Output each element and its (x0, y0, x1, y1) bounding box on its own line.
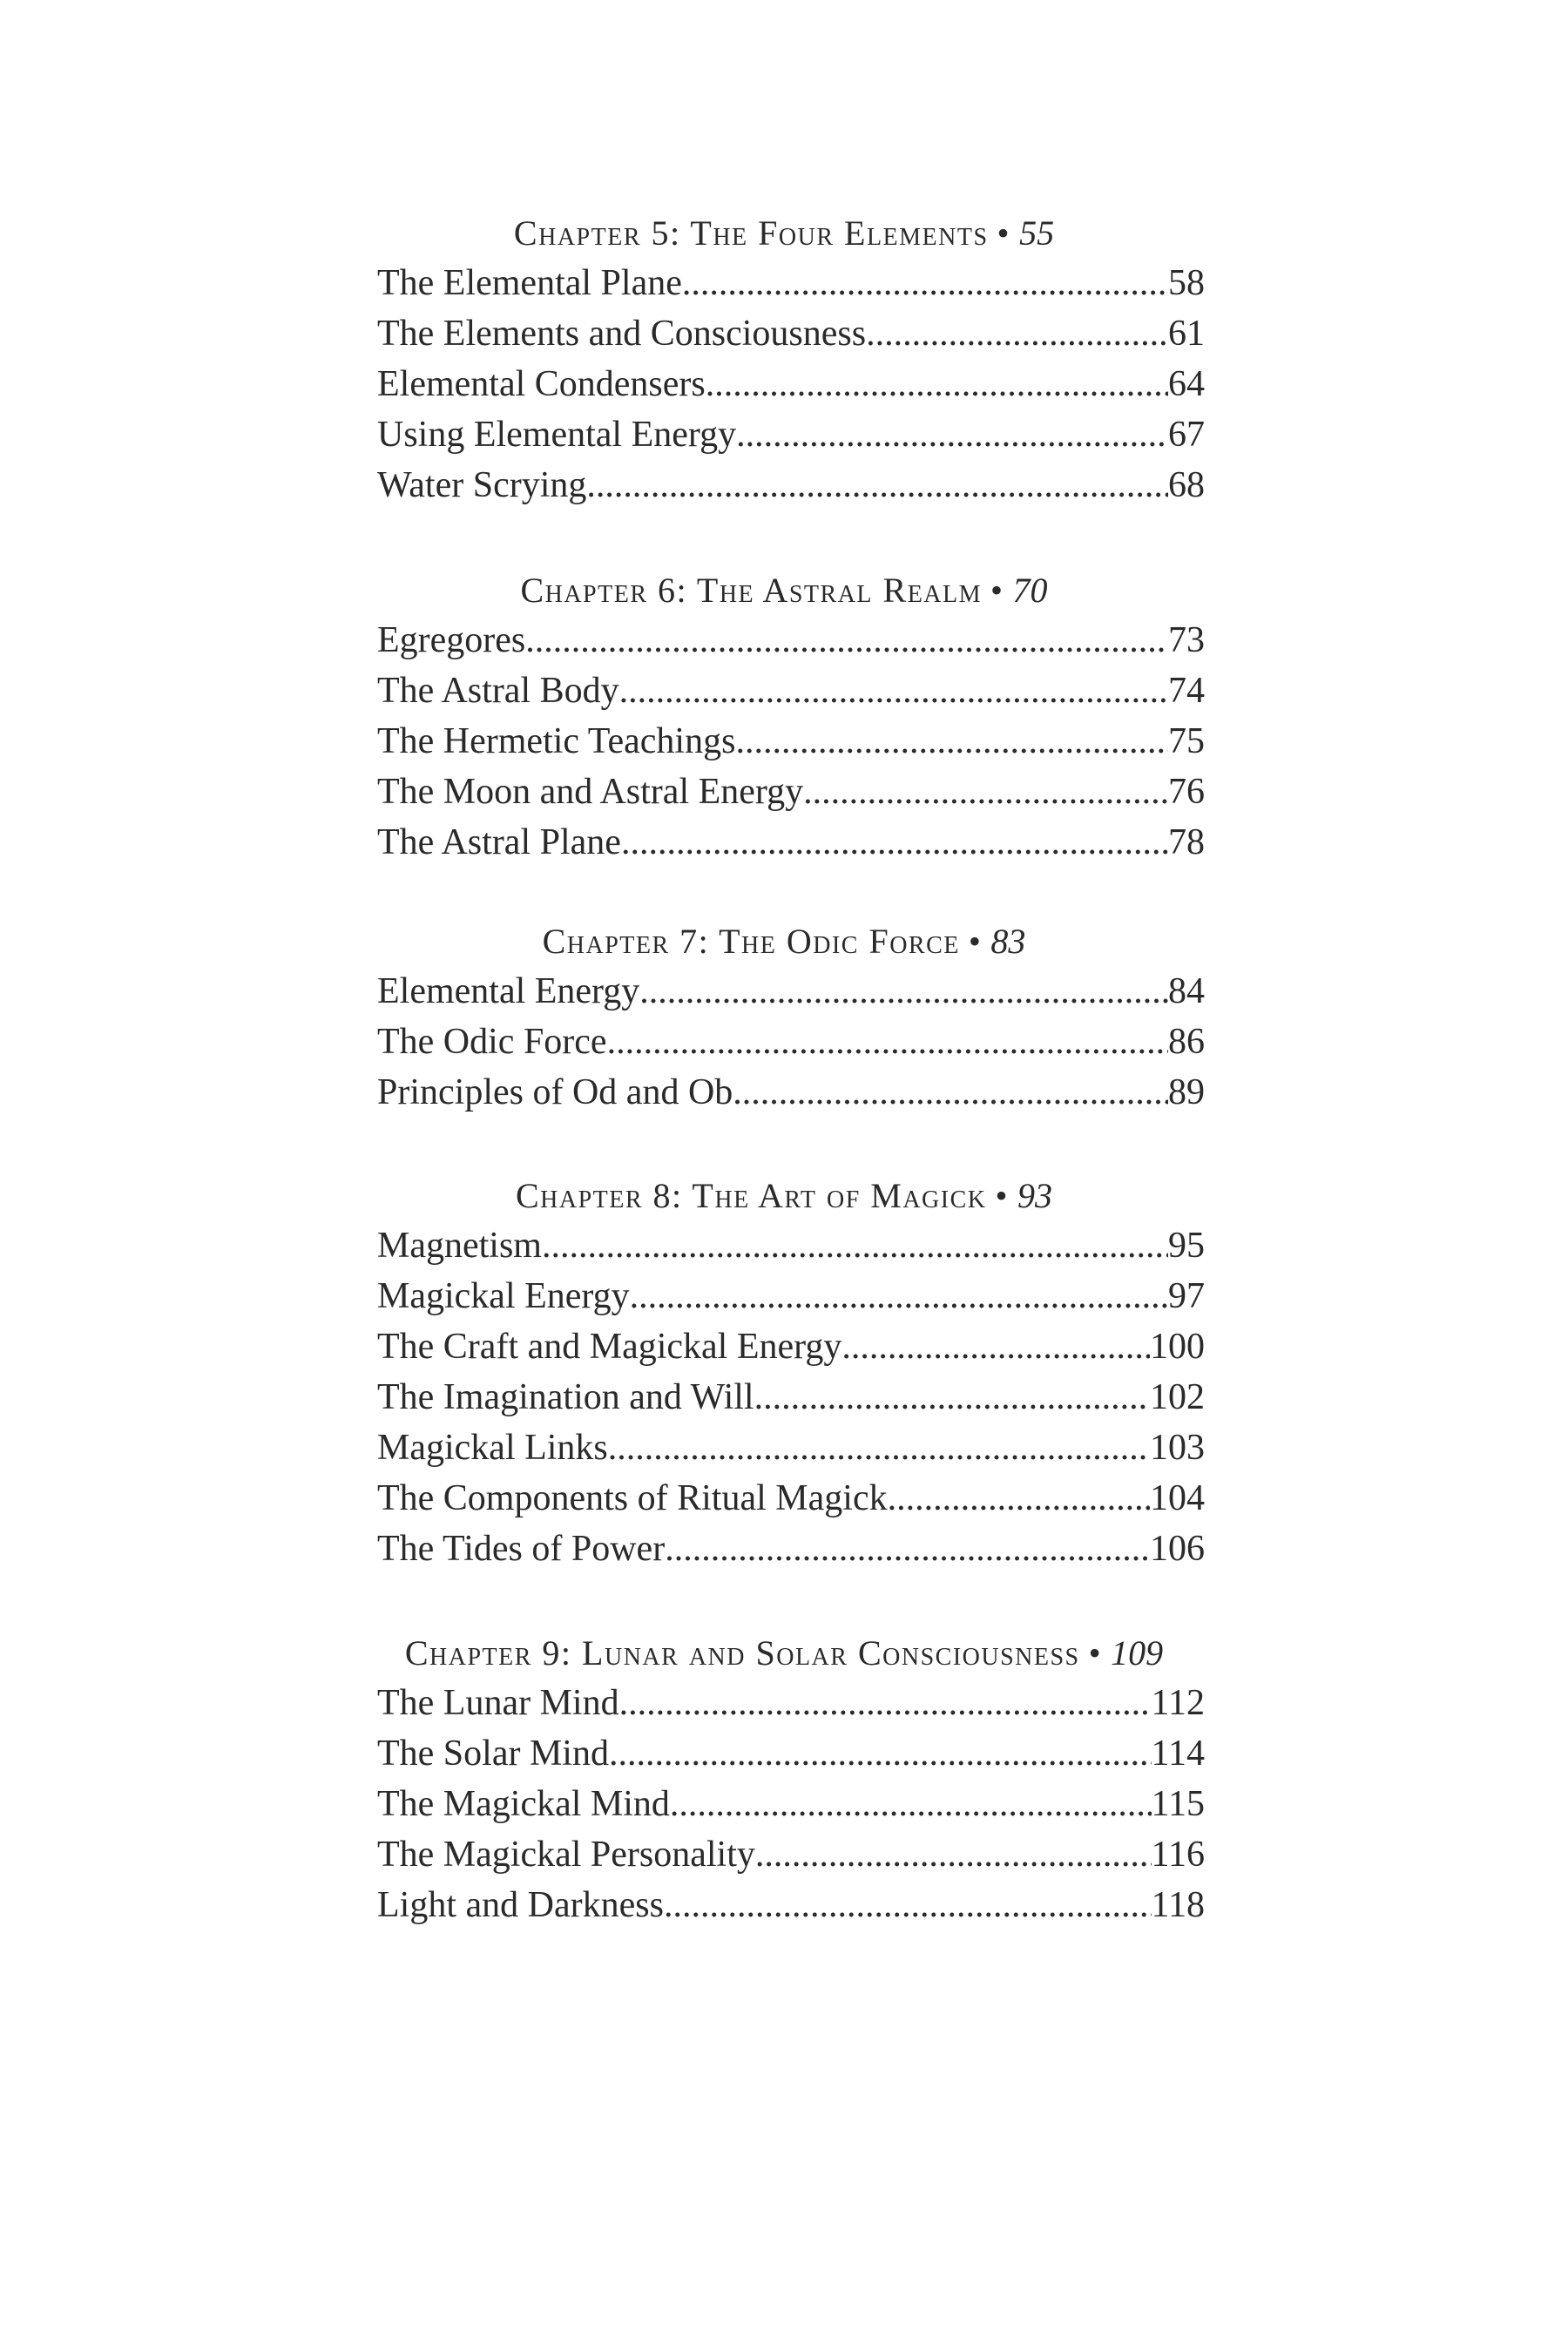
toc-entry[interactable] (377, 1423, 1205, 1473)
entry-title: The Astral Body (377, 671, 619, 711)
toc-entry[interactable] (377, 1678, 1205, 1728)
toc-entry[interactable] (377, 966, 1205, 1017)
dot-leader (803, 767, 1168, 817)
entry-title: The Craft and Magickal Energy (377, 1327, 842, 1367)
dot-leader (888, 1473, 1150, 1524)
chapter-page-number: 70 (1012, 571, 1048, 610)
entry-page-number: 102 (1150, 1377, 1205, 1417)
dot-leader (755, 1829, 1152, 1880)
dot-leader (586, 460, 1168, 510)
entry-page-number: 115 (1151, 1784, 1205, 1824)
toc-entry[interactable] (377, 1220, 1205, 1271)
entry-page-number: 58 (1168, 263, 1205, 303)
toc-entry[interactable] (377, 1372, 1205, 1423)
entry-page-number: 97 (1168, 1276, 1205, 1316)
chapter-6 (0, 566, 1568, 868)
entry-title: Principles of Od and Ob (377, 1072, 733, 1112)
toc-entry[interactable] (377, 1017, 1205, 1067)
entry-title: The Elements and Consciousness (377, 314, 867, 354)
entry-page-number: 89 (1168, 1072, 1205, 1112)
chapter-title: Chapter 6: The Astral Realm (520, 571, 983, 610)
toc-entry[interactable] (377, 1473, 1205, 1524)
entry-page-number: 78 (1168, 822, 1205, 862)
bullet-separator: • (1088, 1633, 1103, 1673)
entry-page-number: 67 (1168, 415, 1205, 455)
chapter-9 (0, 1629, 1568, 1930)
entry-page-number: 112 (1151, 1683, 1205, 1723)
chapter-page-number: 93 (1017, 1176, 1053, 1215)
toc-entry[interactable] (377, 359, 1205, 409)
entry-title: The Solar Mind (377, 1734, 609, 1774)
chapter-title: Chapter 9: Lunar and Solar Consciousness (404, 1633, 1080, 1673)
dot-leader (608, 1423, 1150, 1473)
chapter-8 (0, 1172, 1568, 1574)
dot-leader (607, 1017, 1168, 1067)
dot-leader (542, 1220, 1168, 1271)
toc-entry[interactable] (377, 1779, 1205, 1829)
dot-leader (682, 258, 1168, 308)
entry-title: Light and Darkness (377, 1885, 664, 1925)
entry-page-number: 68 (1168, 465, 1205, 505)
chapter-heading[interactable] (0, 209, 1568, 258)
entry-page-number: 114 (1151, 1734, 1205, 1774)
entry-title: The Odic Force (377, 1022, 607, 1062)
bullet-separator: • (997, 213, 1011, 253)
chapter-page-number: 55 (1019, 213, 1055, 253)
toc-entry[interactable] (377, 1728, 1205, 1779)
dot-leader (609, 1728, 1152, 1779)
chapter-heading[interactable] (0, 1629, 1568, 1678)
dot-leader (736, 409, 1168, 460)
entry-page-number: 103 (1150, 1428, 1205, 1468)
entry-title: The Lunar Mind (377, 1683, 619, 1723)
entry-page-number: 86 (1168, 1022, 1205, 1062)
bullet-separator: • (995, 1176, 1010, 1215)
entry-title: The Magickal Personality (377, 1835, 755, 1875)
chapter-title: Chapter 5: The Four Elements (513, 213, 989, 253)
toc-entry[interactable] (377, 1271, 1205, 1321)
entry-title: The Imagination and Will (377, 1377, 754, 1417)
dot-leader (706, 359, 1168, 409)
entry-title: Egregores (377, 620, 526, 660)
chapter-page-number: 109 (1111, 1633, 1164, 1673)
dot-leader (670, 1779, 1152, 1829)
dot-leader (754, 1372, 1150, 1423)
entry-title: The Moon and Astral Energy (377, 772, 804, 812)
dot-leader (525, 615, 1168, 666)
dot-leader (733, 1067, 1168, 1118)
entry-title: Water Scrying (377, 465, 587, 505)
entry-page-number: 95 (1168, 1226, 1205, 1266)
entry-page-number: 118 (1151, 1885, 1205, 1925)
entry-page-number: 106 (1150, 1529, 1205, 1569)
entry-page-number: 61 (1168, 314, 1205, 354)
entry-page-number: 116 (1151, 1835, 1205, 1875)
entry-title: Elemental Condensers (377, 364, 706, 404)
bullet-separator: • (990, 571, 1004, 610)
entry-title: Magnetism (377, 1226, 542, 1266)
toc-entry[interactable] (377, 258, 1205, 308)
chapter-7 (0, 917, 1568, 1118)
dot-leader (639, 966, 1168, 1017)
toc-entry[interactable] (377, 615, 1205, 666)
dot-leader (866, 308, 1168, 359)
dot-leader (619, 666, 1168, 716)
toc-entry[interactable] (377, 460, 1205, 510)
bullet-separator: • (968, 922, 983, 961)
chapter-title: Chapter 7: The Odic Force (542, 922, 960, 961)
entry-title: Magickal Energy (377, 1276, 630, 1316)
entry-title: Elemental Energy (377, 971, 640, 1011)
entry-page-number: 76 (1168, 772, 1205, 812)
entry-title: The Astral Plane (377, 822, 621, 862)
dot-leader (664, 1880, 1152, 1930)
entry-page-number: 74 (1168, 671, 1205, 711)
toc-entry[interactable] (377, 1321, 1205, 1372)
toc-entry[interactable] (377, 767, 1205, 817)
entry-page-number: 100 (1150, 1327, 1205, 1367)
chapter-heading[interactable] (0, 917, 1568, 966)
chapter-5 (0, 209, 1568, 510)
dot-leader (665, 1524, 1150, 1574)
entry-page-number: 104 (1150, 1478, 1205, 1518)
entry-title: The Hermetic Teachings (377, 721, 736, 761)
entry-title: The Elemental Plane (377, 263, 682, 303)
dot-leader (735, 716, 1168, 767)
toc-entry[interactable] (377, 1880, 1205, 1930)
toc-entry[interactable] (377, 666, 1205, 716)
dot-leader (841, 1321, 1150, 1372)
toc-entry[interactable] (377, 1067, 1205, 1118)
entry-page-number: 75 (1168, 721, 1205, 761)
dot-leader (619, 1678, 1152, 1728)
toc-entry[interactable] (377, 1524, 1205, 1574)
entry-title: The Tides of Power (377, 1529, 666, 1569)
toc-entry[interactable] (377, 1829, 1205, 1880)
entry-title: The Magickal Mind (377, 1784, 670, 1824)
entry-title: The Components of Ritual Magick (377, 1478, 888, 1518)
entry-page-number: 84 (1168, 971, 1205, 1011)
entry-page-number: 64 (1168, 364, 1205, 404)
dot-leader (621, 817, 1168, 868)
entry-title: Magickal Links (377, 1428, 608, 1468)
toc-entry[interactable] (377, 817, 1205, 868)
chapter-page-number: 83 (990, 922, 1026, 961)
toc-entry[interactable] (377, 716, 1205, 767)
chapter-heading[interactable] (0, 566, 1568, 615)
entry-page-number: 73 (1168, 620, 1205, 660)
chapter-heading[interactable] (0, 1172, 1568, 1220)
toc-entry[interactable] (377, 409, 1205, 460)
chapter-title: Chapter 8: The Art of Magick (515, 1176, 987, 1215)
toc-entry[interactable] (377, 308, 1205, 359)
dot-leader (630, 1271, 1168, 1321)
entry-title: Using Elemental Energy (377, 415, 737, 455)
